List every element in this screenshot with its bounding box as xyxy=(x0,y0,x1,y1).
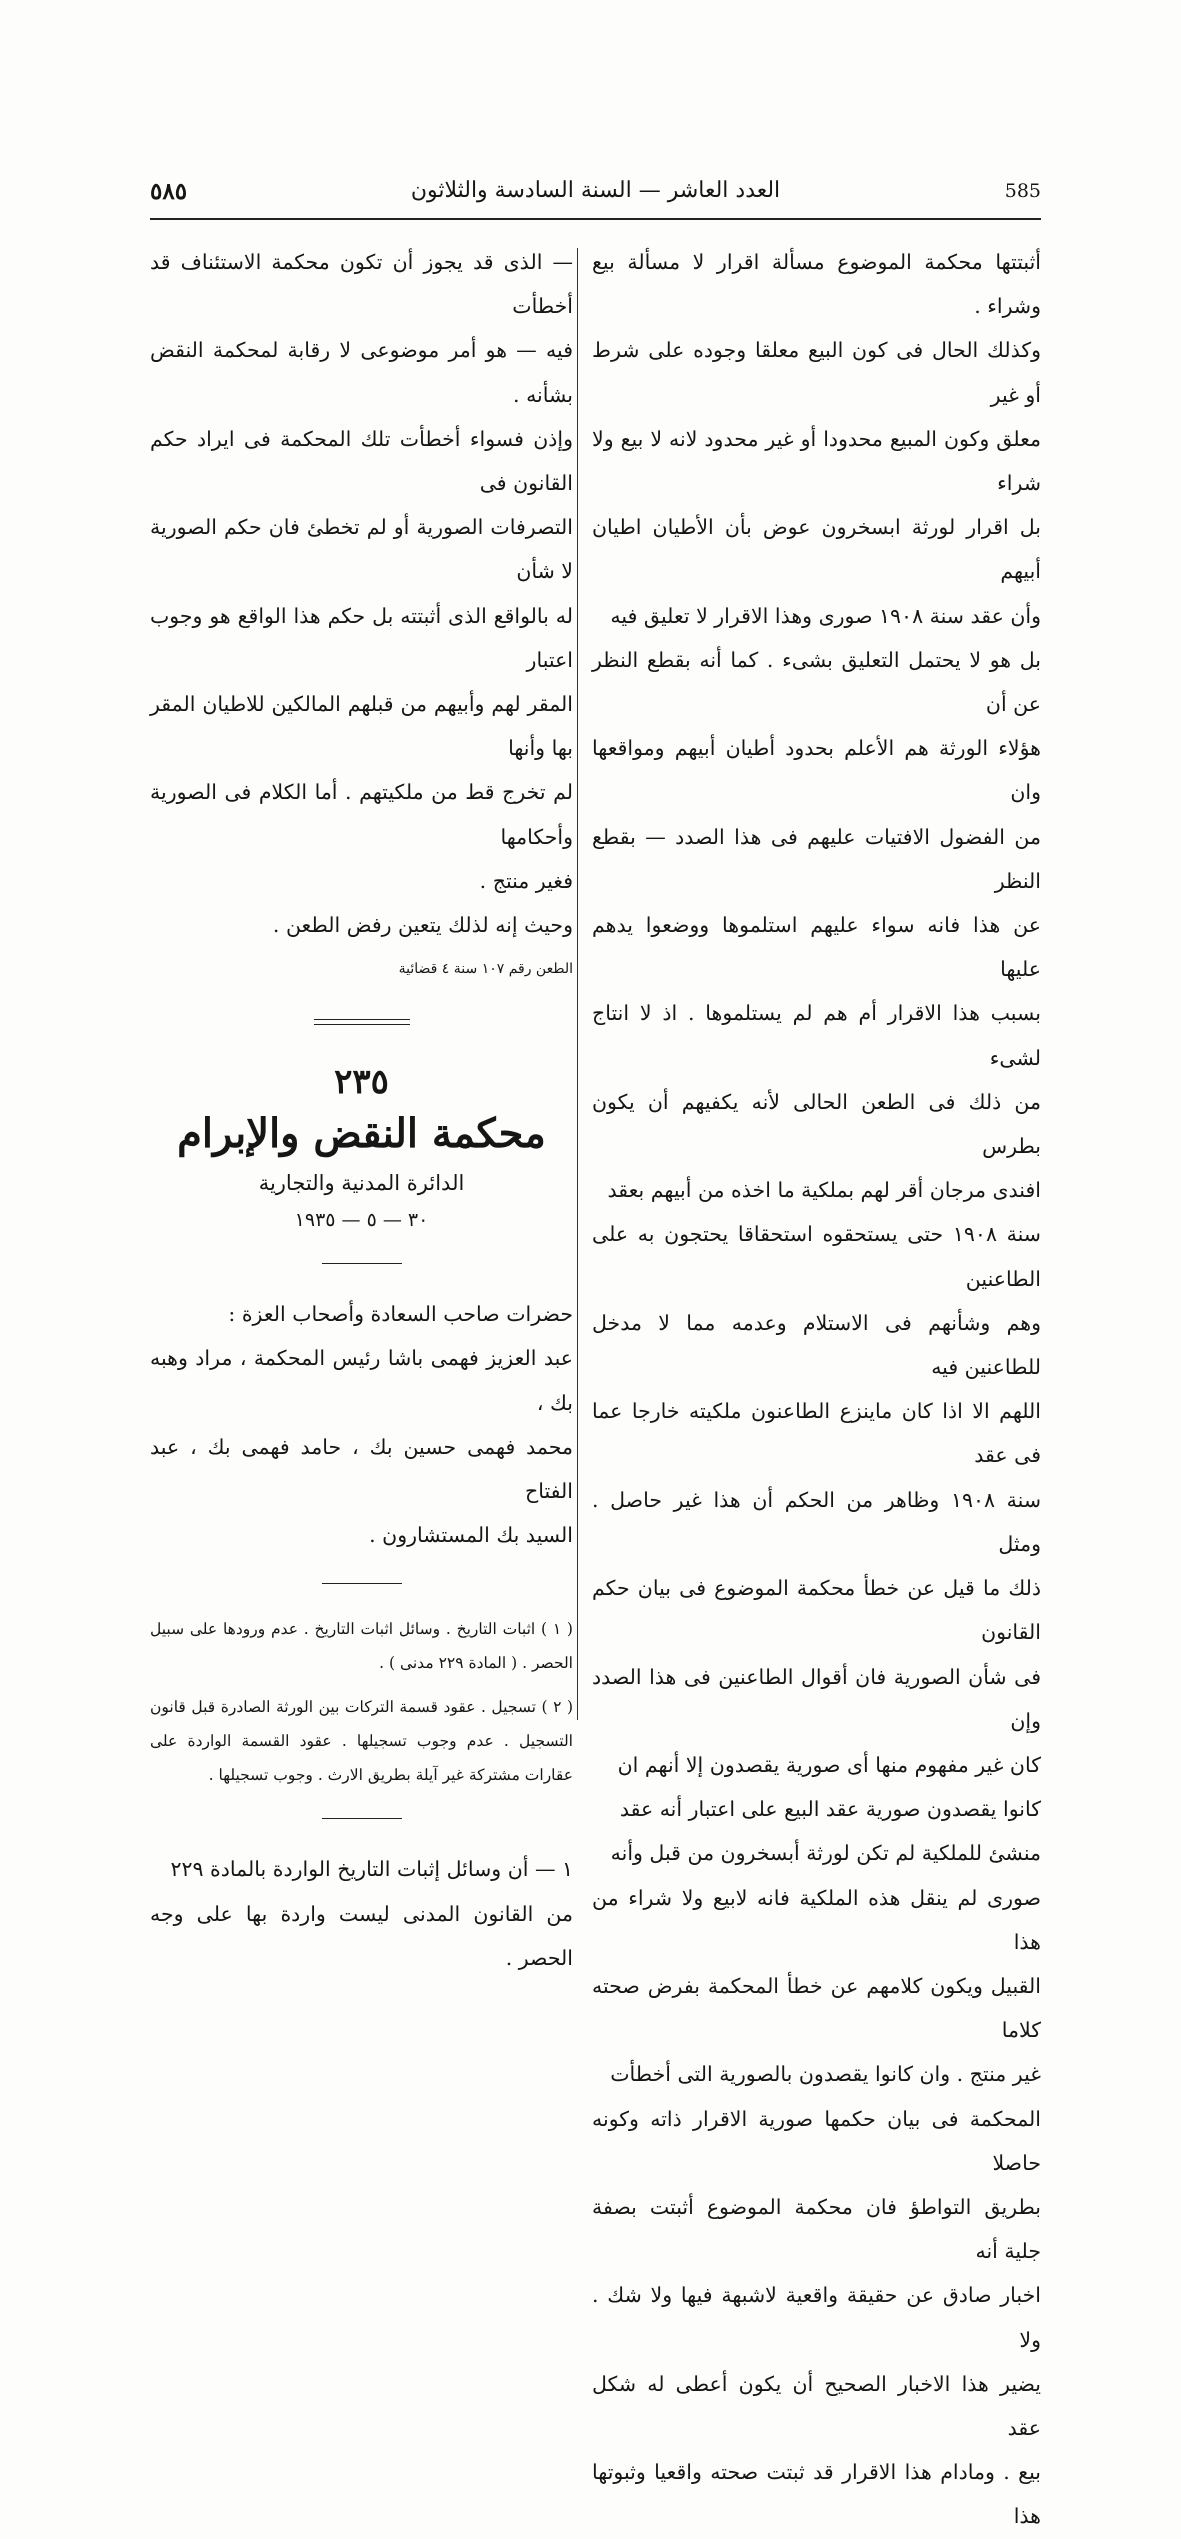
text-line: من القانون المدنى ليست واردة بها على وجه الحصر . xyxy=(150,1901,573,1970)
judges-line: عبد العزيز فهمى باشا رئيس المحكمة ، مراد وهبه بك ، xyxy=(150,1346,573,1415)
short-divider xyxy=(322,1583,402,1584)
text-line: اللهم الا اذا كان ماينزع الطاعنون ملكيته خارجا عما فى عقد xyxy=(592,1399,1041,1468)
text-line: سنة ١٩٠٨ حتى يستحقوه استحقاقا يحتجون به على الطاعنين xyxy=(592,1222,1041,1291)
text-line: فيه — هو أمر موضوعى لا رقابة لمحكمة النقض بشأنه . xyxy=(150,338,573,407)
short-divider xyxy=(322,1263,402,1264)
bench-intro: حضرات صاحب السعادة وأصحاب العزة : xyxy=(228,1302,573,1327)
case-number: ٢٣٥ xyxy=(334,1062,389,1103)
left-column xyxy=(150,240,573,1980)
page-number: 585 xyxy=(1004,180,1041,202)
headnote: ( ٢ ) تسجيل . عقود قسمة التركات بين الورثة الصادرة قبل قانون التسجيل . عدم وجوب تسجيلها . عقود القسمة الواردة على عقارات مشتركة غير آيلة بطريق الارث . وجوب تسجيلها . xyxy=(150,1698,573,1785)
text-line: القبيل ويكون كلامهم عن خطأ المحكمة بفرض صحته كلاما xyxy=(592,1973,1041,2043)
text-line: وإذن فسواء أخطأت تلك المحكمة فى ايراد حكم القانون فى xyxy=(150,426,573,496)
text-line: وأن عقد سنة ١٩٠٨ صورى وهذا الاقرار لا تعليق فيه xyxy=(610,603,1041,628)
text-line: منشئ للملكية لم تكن لورثة أبسخرون من قبل وأنه xyxy=(610,1841,1041,1866)
text-line: بل هو لا يحتمل التعليق بشىء . كما أنه بقطع النظر عن أن xyxy=(592,647,1041,717)
text-line: كانوا يقصدون صورية عقد البيع على اعتبار أنه عقد xyxy=(619,1797,1041,1822)
judges-line: محمد فهمى حسين بك ، حامد فهمى بك ، عبد الفتاح xyxy=(150,1434,573,1504)
text-line: هؤلاء الورثة هم الأعلم بحدود أطيان أبيهم ومواقعها وان xyxy=(592,736,1041,805)
text-line: عن هذا فانه سواء عليهم استلموها ووضعوا يدهم عليها xyxy=(592,913,1041,982)
text-line: ١ — أن وسائل إثبات التاريخ الواردة بالمادة ٢٢٩ xyxy=(170,1857,573,1882)
page-header xyxy=(150,178,1041,218)
headnote: ( ١ ) اثبات التاريخ . وسائل اثبات التاريخ . عدم ورودها على سبيل الحصر . ( المادة ٢٢٩ مدنى ) . xyxy=(150,1620,573,1673)
text-line: سنة ١٩٠٨ وظاهر من الحكم أن هذا غير حاصل . ومثل xyxy=(592,1487,1042,1556)
text-line: اخبار صادق عن حقيقة واقعية لاشبهة فيها ولا شك . ولا xyxy=(592,2283,1041,2352)
appeal-reference: الطعن رقم ١٠٧ سنة ٤ قضائية xyxy=(398,961,573,978)
text-line: من ذلك فى الطعن الحالى لأنه يكفيهم أن يكون بطرس xyxy=(592,1089,1041,1159)
text-line: غير منتج . وان كانوا يقصدون بالصورية التى أخطأت xyxy=(610,2062,1041,2087)
text-line: له بالواقع الذى أثبتته بل حكم هذا الواقع هو وجوب اعتبار xyxy=(150,603,573,672)
text-line: وهم وشأنهم فى الاستلام وعدمه مما لا مدخل للطاعنين فيه xyxy=(592,1310,1041,1380)
text-line: أثبتتها محكمة الموضوع مسألة اقرار لا مسألة بيع وشراء . xyxy=(592,250,1041,319)
judges-line: السيد بك المستشارون . xyxy=(369,1523,573,1548)
text-line: لم تخرج قط من ملكيتهم . أما الكلام فى الصورية وأحكامها xyxy=(150,780,573,849)
text-line: فغير منتج . xyxy=(479,868,573,893)
right-column xyxy=(592,240,1041,2539)
text-line: — الذى قد يجوز أن تكون محكمة الاستئناف قد أخطأت xyxy=(150,250,573,319)
text-line: بسبب هذا الاقرار أم هم لم يستلموها . اذ لا انتاج لشىء xyxy=(592,1001,1041,1070)
chamber-name: الدائرة المدنية والتجارية xyxy=(258,1171,465,1196)
text-line: صورى لم ينقل هذه الملكية فانه لابيع ولا شراء من هذا xyxy=(592,1885,1041,1954)
text-line: وحيث إنه لذلك يتعين رفض الطعن . xyxy=(272,913,573,938)
text-line: المحكمة فى بيان حكمها صورية الاقرار ذاته وكونه حاصلا xyxy=(592,2106,1041,2175)
section-divider xyxy=(314,1019,410,1025)
text-line: يضير هذا الاخبار الصحيح أن يكون أعطى له شكل عقد xyxy=(592,2371,1041,2440)
text-line: فى شأن الصورية فان أقوال الطاعنين فى هذا الصدد وإن xyxy=(592,1664,1041,1733)
text-line: وكذلك الحال فى كون البيع معلقا وجوده على شرط أو غير xyxy=(592,338,1041,407)
text-line: المقر لهم وأبيهم من قبلهم المالكين للاطيان المقر بها وأنها xyxy=(150,692,573,761)
text-line: معلق وكون المبيع محدودا أو غير محدود لانه لا بيع ولا شراء xyxy=(592,426,1041,496)
court-name: محكمة النقض والإبرام xyxy=(177,1110,546,1158)
text-line: بطريق التواطؤ فان محكمة الموضوع أثبتت بصفة جلية أنه xyxy=(592,2194,1041,2264)
column-divider xyxy=(577,248,578,1720)
text-line: بل اقرار لورثة ابسخرون عوض بأن الأطيان اطيان أبيهم xyxy=(592,515,1041,584)
running-title: العدد العاشر — السنة السادسة والثلاثون xyxy=(410,178,781,203)
text-line: كان غير مفهوم منها أى صورية يقصدون إلا أنهم ان xyxy=(617,1752,1041,1777)
text-line: افندى مرجان أقر لهم بملكية ما اخذه من أبيهم بعقد xyxy=(607,1178,1041,1203)
judgment-date: ٣٠ — ٥ — ١٩٣٥ xyxy=(294,1209,429,1232)
text-line: ذلك ما قيل عن خطأ محكمة الموضوع فى بيان حكم القانون xyxy=(592,1576,1041,1645)
text-line: من الفضول الافتيات عليهم فى هذا الصدد — بقطع النظر xyxy=(592,824,1041,893)
header-rule xyxy=(150,218,1041,220)
page-number-arabic: ٥٨٥ xyxy=(150,178,188,205)
text-line: بيع . ومادام هذا الاقرار قد ثبتت صحته واقعيا وثبوتها هذا xyxy=(592,2460,1041,2529)
short-divider xyxy=(322,1818,402,1819)
text-line: التصرفات الصورية أو لم تخطئ فان حكم الصورية لا شأن xyxy=(150,515,573,584)
